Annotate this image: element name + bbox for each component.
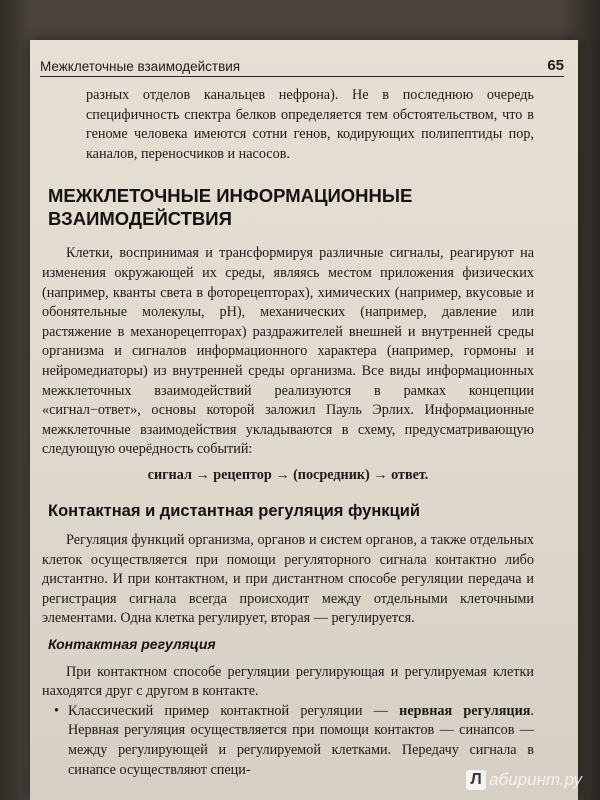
subsection-heading: Контактная и дистантная регуляция функций: [48, 501, 420, 520]
bullet-term: нервная регуляция: [399, 702, 531, 719]
section-paragraph: Клетки, воспринимая и трансформируя различные сигналы, реагируют на изменения окружающей их среды, являясь местом приложения физических (например, кванты света в фоторецепторах), химических (например, вкусовые и обонятельные молекулы, pH), механических (например, давление или растяжение в механорецепторах) раздражителей внешней и внутренней среды организма и сигналов информационного характера (например, гормоны и нейромедиаторы) из внутренней среды организма. Все виды информационных межклеточных взаимодействий реализуются в рамках концепции «сигнал−ответ», основы которой заложил Пауль Эрлих. Информационные межклеточные взаимодействия укладываются в схему, предусматривающую следующую очерёдность событий:: [42, 245, 534, 458]
labirint-logo-icon: Л: [466, 770, 486, 790]
page-number: 65: [547, 57, 564, 74]
bullet-lead: Классический пример контактной регуляции —: [68, 702, 400, 719]
watermark-text: абиринт.ру: [489, 770, 582, 789]
section-heading: МЕЖКЛЕТОЧНЫЕ ИНФОРМАЦИОННЫЕ ВЗАИМОДЕЙСТВИЯ: [48, 185, 413, 230]
subsubsection-paragraph: При контактном способе регуляции регулирующая и регулируемая клетки находятся друг с другом в контакте.: [42, 663, 534, 700]
bullet-rest: . Нервная регуляция осуществляется при помощи контактов — синапсов — между регулирующей и регулируемой клетками. Передачу сигнала в синапсе осуществляют специ-: [68, 702, 534, 778]
running-head: [40, 52, 564, 77]
book-page: [30, 40, 578, 800]
running-head-title: Межклеточные взаимодействия: [40, 59, 241, 74]
subsubsection-heading: Контактная регуляция: [48, 636, 216, 653]
watermark: [466, 770, 582, 790]
signal-formula: сигнал → рецептор → (посредник) → ответ.: [147, 466, 429, 483]
bullet-list: [42, 702, 534, 780]
list-item: [54, 702, 534, 780]
bullet-icon: •: [54, 702, 59, 719]
page-content: [42, 86, 534, 780]
intro-paragraph: разных отделов канальцев нефрона). Не в последнюю очередь специфичность спектра белков определяется тем обстоятельством, что в геноме человека имеются сотни генов, кодирующих полипептиды пор, каналов, переносчиков и насосов.: [86, 87, 534, 162]
subsection-paragraph: Регуляция функций организма, органов и систем органов, а также отдельных клеток осуществляется при помощи регуляторного сигнала контактно либо дистантно. И при контактном, и при дистантном способе регуляции передача и регистрация сигнала всегда происходит между отдельными клеточными элементами. Одна клетка регулирует, вторая — регулируется.: [42, 532, 534, 627]
